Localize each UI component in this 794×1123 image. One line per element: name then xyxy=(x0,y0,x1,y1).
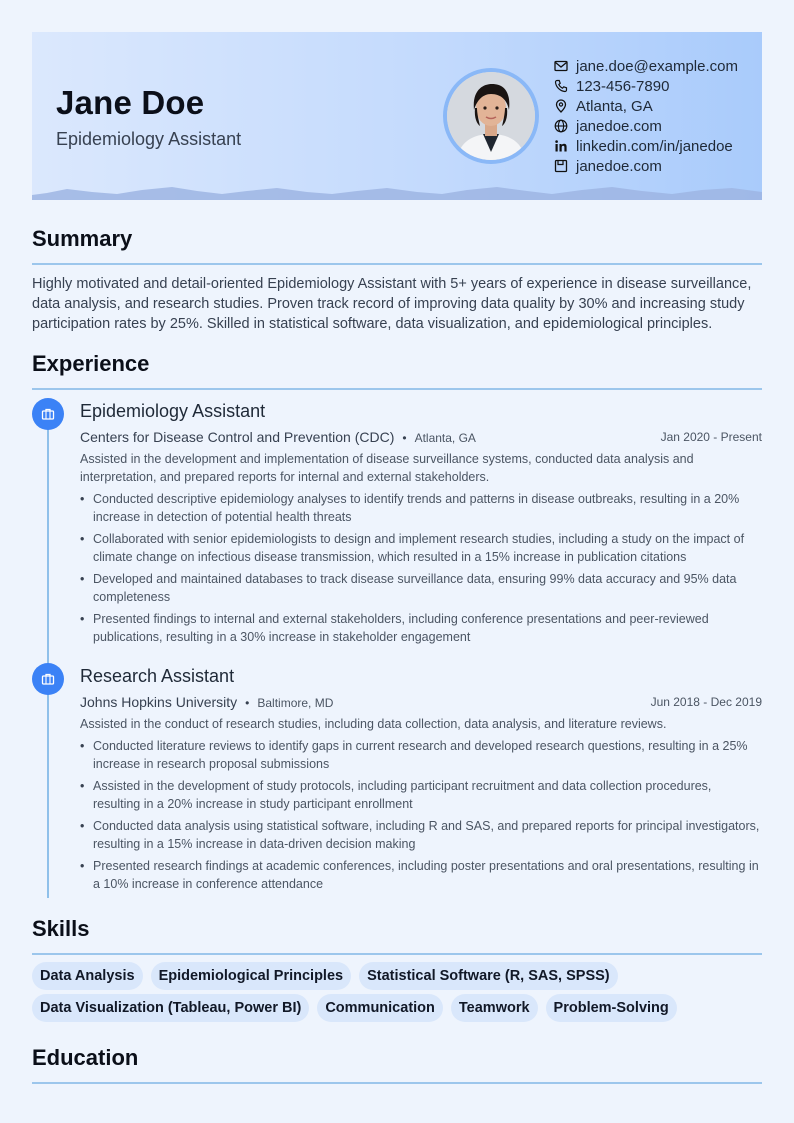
contact-linkedin-text: linkedin.com/in/janedoe xyxy=(576,137,733,155)
job-meta xyxy=(80,689,762,715)
job-achievements xyxy=(80,490,762,646)
summary-text: Highly motivated and detail-oriented Epidemiology Assistant with 5+ years of experience in disease surveillance, data analysis, and research studies. Proven track record of improving data quality by 30% and increasing study participation rates by 25%. Skilled in statistical software, data visualization, and epidemiological principles. xyxy=(32,276,752,332)
achievement-item: • Presented findings to internal and external stakeholders, including conference presentations and peer-reviewed publications, resulting in a 30% increase in stakeholder engagement xyxy=(80,610,762,646)
job-description: Assisted in the development and implementation of disease surveillance systems, conducted data analysis and interpretation, and prepared reports for internal and external stakeholders. xyxy=(80,452,694,484)
job-dates: Jun 2018 - Dec 2019 xyxy=(650,695,762,709)
job-organization: Centers for Disease Control and Prevention (CDC) xyxy=(80,429,395,445)
contact-website[interactable] xyxy=(554,116,759,136)
candidate-name: Jane Doe xyxy=(56,84,205,121)
job-title: Epidemiology Assistant xyxy=(80,401,266,421)
contact-linkedin[interactable] xyxy=(554,136,759,156)
job-achievements xyxy=(80,737,762,893)
job-organization: Johns Hopkins University xyxy=(80,694,238,710)
profile-photo xyxy=(443,68,539,164)
globe-icon xyxy=(554,119,568,133)
contact-email[interactable] xyxy=(554,56,759,76)
contact-location xyxy=(554,96,759,116)
achievement-item: • Developed and maintained databases to track disease surveillance data, ensuring 99% data accuracy and 95% data completeness xyxy=(80,570,762,606)
experience-item-2 xyxy=(80,663,762,897)
skill-chip: Communication xyxy=(317,994,443,1022)
skills-heading: Skills xyxy=(32,916,90,941)
header-wave-decoration xyxy=(32,184,762,200)
achievement-item: • Assisted in the development of study protocols, including participant recruitment and data collection procedures, resulting in a 20% increase in study participant enrollment xyxy=(80,777,762,813)
contact-portfolio-text: janedoe.com xyxy=(576,157,662,175)
experience-timeline xyxy=(47,414,49,898)
education-divider xyxy=(32,1082,762,1084)
summary-heading: Summary xyxy=(32,226,133,251)
job-description: Assisted in the conduct of research studies, including data collection, data analysis, and literature reviews. xyxy=(80,717,667,731)
mail-icon xyxy=(554,59,568,73)
skill-chip: Teamwork xyxy=(451,994,538,1022)
contact-portfolio[interactable] xyxy=(554,156,759,176)
experience-divider xyxy=(32,388,762,390)
contact-email-text: jane.doe@example.com xyxy=(576,57,738,75)
job-meta xyxy=(80,424,762,450)
achievement-item: • Collaborated with senior epidemiologists to design and implement research studies, including a study on the impact of climate change on infectious disease transmission, which resulted in a 15% increase in publication citations xyxy=(80,530,762,566)
job-location: Baltimore, MD xyxy=(257,696,334,710)
phone-icon xyxy=(554,79,568,93)
skill-chip: Statistical Software (R, SAS, SPSS) xyxy=(359,962,618,990)
achievement-item: • Conducted literature reviews to identify gaps in current research and developed research questions, resulting in a 25% increase in research proposal submissions xyxy=(80,737,762,773)
skill-row xyxy=(32,994,762,1022)
achievement-item: • Conducted descriptive epidemiology analyses to identify trends and patterns in disease outbreaks, resulting in a 20% increase in detection of potential health threats xyxy=(80,490,762,526)
candidate-title: Epidemiology Assistant xyxy=(56,129,242,149)
contact-location-text: Atlanta, GA xyxy=(576,97,653,115)
contact-phone[interactable] xyxy=(554,76,759,96)
contact-website-text: janedoe.com xyxy=(576,117,662,135)
skills-list xyxy=(32,962,762,1026)
linkedin-icon xyxy=(554,139,568,153)
experience-item-1 xyxy=(80,398,762,650)
job-dates: Jan 2020 - Present xyxy=(660,430,762,444)
job-title: Research Assistant xyxy=(80,666,235,686)
job-location: Atlanta, GA xyxy=(414,431,476,445)
contact-list xyxy=(554,56,759,176)
achievement-item: • Conducted data analysis using statistical software, including R and SAS, and prepared reports for principal investigators, resulting in a 15% increase in data-driven decision making xyxy=(80,817,762,853)
achievement-item: • Presented research findings at academic conferences, including poster presentations and oral presentations, resulting in a 10% increase in conference attendance xyxy=(80,857,762,893)
skill-row xyxy=(32,962,762,990)
experience-heading: Experience xyxy=(32,351,150,376)
contact-phone-text: 123-456-7890 xyxy=(576,77,670,95)
skill-chip: Epidemiological Principles xyxy=(151,962,352,990)
skill-chip: Data Analysis xyxy=(32,962,143,990)
resume-header xyxy=(32,32,762,200)
summary-divider xyxy=(32,263,762,265)
skills-divider xyxy=(32,953,762,955)
briefcase-icon xyxy=(32,398,64,430)
portfolio-icon xyxy=(554,159,568,173)
separator-dot: • xyxy=(402,431,407,445)
skill-chip: Problem-Solving xyxy=(546,994,677,1022)
education-heading: Education xyxy=(32,1045,139,1070)
location-pin-icon xyxy=(554,99,568,113)
briefcase-icon xyxy=(32,663,64,695)
separator-dot: • xyxy=(245,696,250,710)
skill-chip: Data Visualization (Tableau, Power BI) xyxy=(32,994,309,1022)
